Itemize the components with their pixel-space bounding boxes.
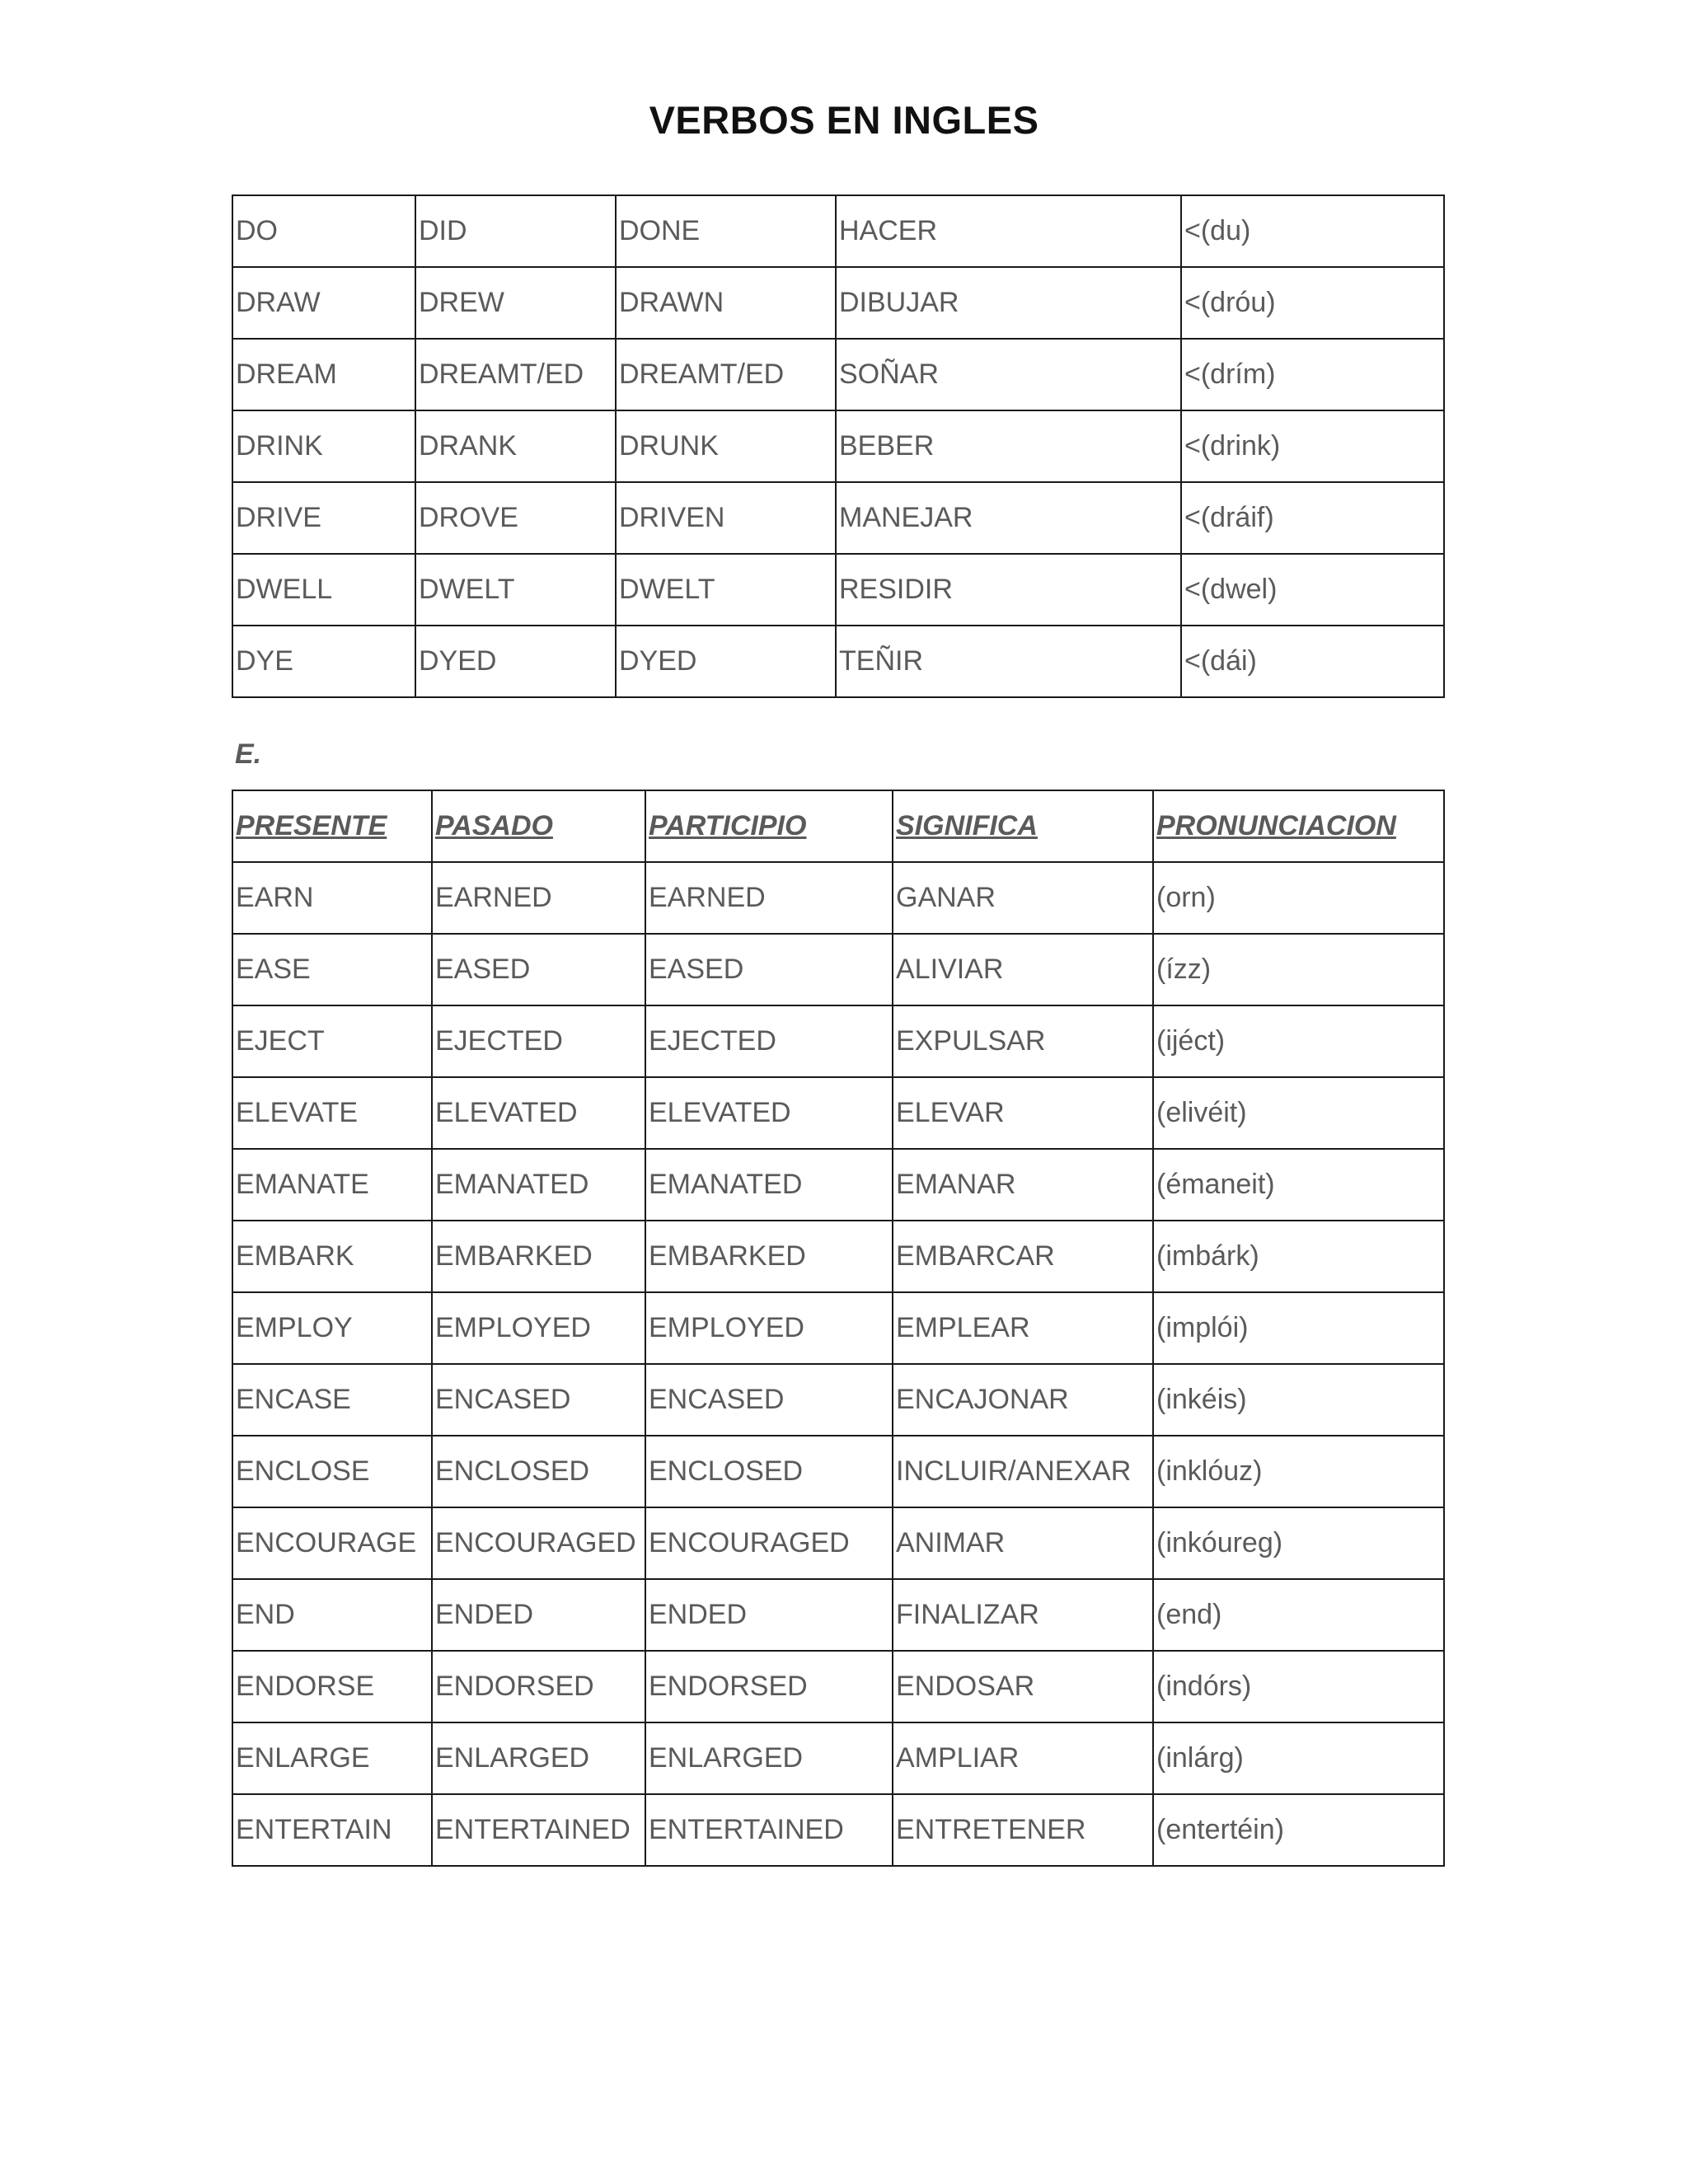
table-cell: ENCASED: [645, 1364, 893, 1436]
table-cell: ENDORSED: [432, 1651, 645, 1722]
table-cell: GANAR: [893, 862, 1153, 934]
table-cell: DWELL: [232, 554, 415, 626]
table-row: [232, 1579, 1444, 1651]
table-row: [232, 1364, 1444, 1436]
table-cell: AMPLIAR: [893, 1722, 1153, 1794]
table-cell: (elivéit): [1153, 1077, 1444, 1149]
table-cell: ENLARGE: [232, 1722, 432, 1794]
table-cell: DO: [232, 195, 415, 267]
table-row: [232, 410, 1444, 482]
table-cell: <(dráif): [1181, 482, 1444, 554]
table-row: [232, 482, 1444, 554]
table-cell: ENCOURAGED: [645, 1507, 893, 1579]
table-cell: ELEVAR: [893, 1077, 1153, 1149]
table-cell: ENTERTAINED: [645, 1794, 893, 1866]
table-cell: ENTRETENER: [893, 1794, 1153, 1866]
table-cell: INCLUIR/ANEXAR: [893, 1436, 1153, 1507]
table-row: [232, 1651, 1444, 1722]
table-cell: EMANATE: [232, 1149, 432, 1221]
section-label-e: E.: [235, 738, 262, 770]
table-cell: EARN: [232, 862, 432, 934]
table-cell: ENDED: [645, 1579, 893, 1651]
table-cell: ENDED: [432, 1579, 645, 1651]
table-cell: TEÑIR: [836, 626, 1181, 697]
table-cell: (inkóureg): [1153, 1507, 1444, 1579]
table-cell: EMANATED: [645, 1149, 893, 1221]
table-cell: BEBER: [836, 410, 1181, 482]
table-cell: ENDORSE: [232, 1651, 432, 1722]
table-cell: ELEVATED: [432, 1077, 645, 1149]
table-cell: <(du): [1181, 195, 1444, 267]
table-cell: DREAMT/ED: [415, 339, 616, 410]
verbs-table-d: [232, 194, 1445, 698]
table-row: [232, 626, 1444, 697]
table-cell: DROVE: [415, 482, 616, 554]
table-cell: EMPLEAR: [893, 1292, 1153, 1364]
table-row: [232, 195, 1444, 267]
table-cell: END: [232, 1579, 432, 1651]
table-cell: ELEVATE: [232, 1077, 432, 1149]
table-cell: ENLARGED: [432, 1722, 645, 1794]
table-row: [232, 1005, 1444, 1077]
table-cell: ENCLOSED: [432, 1436, 645, 1507]
table-header-cell: SIGNIFICA: [893, 790, 1153, 862]
table-cell: DRAW: [232, 267, 415, 339]
table-cell: (inklóuz): [1153, 1436, 1444, 1507]
table-cell: EJECT: [232, 1005, 432, 1077]
table-cell: ENCLOSED: [645, 1436, 893, 1507]
table-row: [232, 862, 1444, 934]
table-cell: DONE: [616, 195, 836, 267]
table-cell: ENDORSED: [645, 1651, 893, 1722]
table-cell: ENTERTAIN: [232, 1794, 432, 1866]
table-cell: (émaneit): [1153, 1149, 1444, 1221]
table-cell: EJECTED: [645, 1005, 893, 1077]
table-cell: DID: [415, 195, 616, 267]
table-cell: ANIMAR: [893, 1507, 1153, 1579]
table-row: [232, 1221, 1444, 1292]
table-cell: DRUNK: [616, 410, 836, 482]
table-cell: (ijéct): [1153, 1005, 1444, 1077]
table-cell: EARNED: [645, 862, 893, 934]
table-cell: ENTERTAINED: [432, 1794, 645, 1866]
table-cell: ENCOURAGE: [232, 1507, 432, 1579]
table-cell: EMPLOYED: [432, 1292, 645, 1364]
table-cell: ALIVIAR: [893, 934, 1153, 1005]
table-cell: EMBARCAR: [893, 1221, 1153, 1292]
table-cell: EMBARK: [232, 1221, 432, 1292]
table-cell: <(dwel): [1181, 554, 1444, 626]
table-cell: <(drink): [1181, 410, 1444, 482]
table-cell: FINALIZAR: [893, 1579, 1153, 1651]
table-header-cell: PRESENTE: [232, 790, 432, 862]
table-cell: EASE: [232, 934, 432, 1005]
table-header-cell: PRONUNCIACION: [1153, 790, 1444, 862]
verbs-table-d-body: [232, 195, 1444, 697]
verbs-table-e: [232, 790, 1445, 1867]
table-cell: DRINK: [232, 410, 415, 482]
table-cell: <(dróu): [1181, 267, 1444, 339]
table-cell: <(dái): [1181, 626, 1444, 697]
table-cell: EXPULSAR: [893, 1005, 1153, 1077]
table-cell: EASED: [645, 934, 893, 1005]
table-cell: DIBUJAR: [836, 267, 1181, 339]
table-cell: ENDOSAR: [893, 1651, 1153, 1722]
table-row: [232, 1292, 1444, 1364]
table-cell: ENCOURAGED: [432, 1507, 645, 1579]
table-row: [232, 1794, 1444, 1866]
page-title: VERBOS EN INGLES: [649, 98, 1039, 142]
table-cell: (ízz): [1153, 934, 1444, 1005]
table-cell: MANEJAR: [836, 482, 1181, 554]
table-cell: EMPLOYED: [645, 1292, 893, 1364]
table-cell: ENCASED: [432, 1364, 645, 1436]
table-cell: DWELT: [415, 554, 616, 626]
table-cell: ENCAJONAR: [893, 1364, 1153, 1436]
table-row: [232, 339, 1444, 410]
table-cell: EASED: [432, 934, 645, 1005]
table-cell: (orn): [1153, 862, 1444, 934]
table-cell: (entertéin): [1153, 1794, 1444, 1866]
table-row: [232, 1149, 1444, 1221]
table-cell: DRIVEN: [616, 482, 836, 554]
table-cell: EMPLOY: [232, 1292, 432, 1364]
table-cell: DREW: [415, 267, 616, 339]
table-cell: EMANAR: [893, 1149, 1153, 1221]
verbs-table-e-body: [232, 862, 1444, 1866]
table-cell: DYE: [232, 626, 415, 697]
table-cell: EARNED: [432, 862, 645, 934]
table-cell: ENCASE: [232, 1364, 432, 1436]
table-row: [232, 934, 1444, 1005]
table-cell: (inlárg): [1153, 1722, 1444, 1794]
table-cell: (implói): [1153, 1292, 1444, 1364]
table-cell: DWELT: [616, 554, 836, 626]
table-row: [232, 554, 1444, 626]
table-cell: HACER: [836, 195, 1181, 267]
table-cell: EMBARKED: [432, 1221, 645, 1292]
table-cell: EJECTED: [432, 1005, 645, 1077]
table-cell: ENLARGED: [645, 1722, 893, 1794]
table-cell: SOÑAR: [836, 339, 1181, 410]
table-cell: EMANATED: [432, 1149, 645, 1221]
table-header-row: [232, 790, 1444, 862]
table-cell: <(drím): [1181, 339, 1444, 410]
table-cell: DYED: [616, 626, 836, 697]
verbs-table-e-header: [232, 790, 1444, 862]
table-cell: DRANK: [415, 410, 616, 482]
table-cell: DRIVE: [232, 482, 415, 554]
table-cell: RESIDIR: [836, 554, 1181, 626]
table-cell: ENCLOSE: [232, 1436, 432, 1507]
table-cell: DREAM: [232, 339, 415, 410]
table-cell: (indórs): [1153, 1651, 1444, 1722]
table-cell: DYED: [415, 626, 616, 697]
table-header-cell: PARTICIPIO: [645, 790, 893, 862]
table-cell: ELEVATED: [645, 1077, 893, 1149]
table-cell: EMBARKED: [645, 1221, 893, 1292]
table-row: [232, 1077, 1444, 1149]
table-cell: DREAMT/ED: [616, 339, 836, 410]
table-cell: DRAWN: [616, 267, 836, 339]
table-header-cell: PASADO: [432, 790, 645, 862]
table-row: [232, 1507, 1444, 1579]
table-row: [232, 267, 1444, 339]
table-cell: (end): [1153, 1579, 1444, 1651]
table-row: [232, 1436, 1444, 1507]
table-cell: (inkéis): [1153, 1364, 1444, 1436]
table-cell: (imbárk): [1153, 1221, 1444, 1292]
table-row: [232, 1722, 1444, 1794]
